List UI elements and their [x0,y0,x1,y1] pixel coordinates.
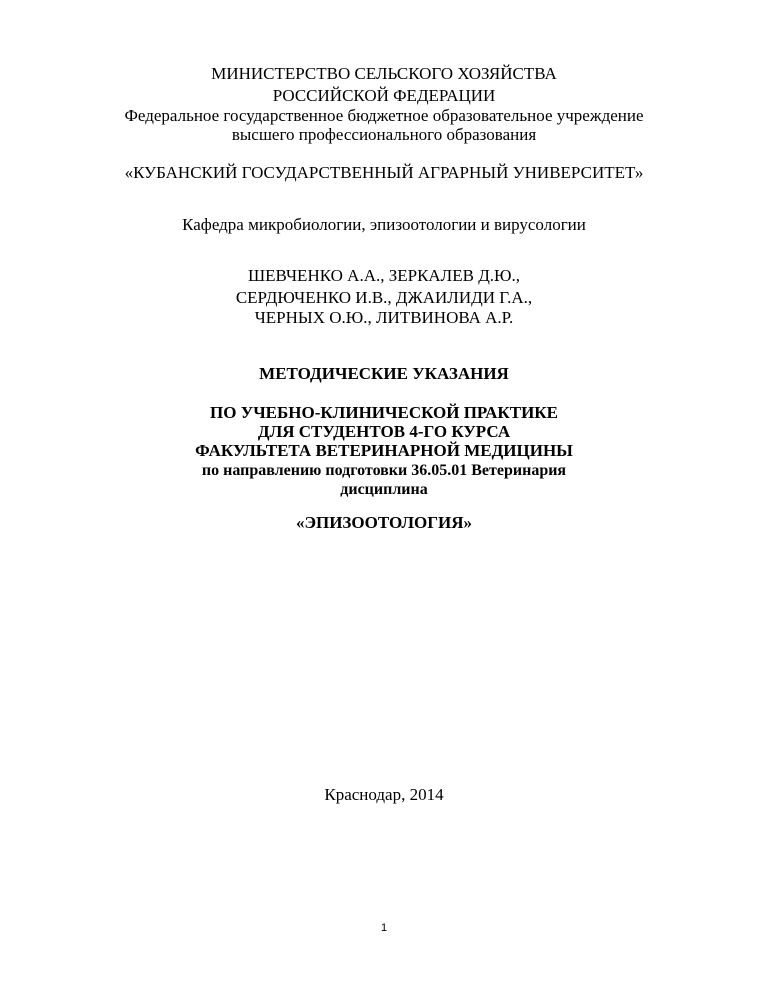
department-name: Кафедра микробиологии, эпизоотологии и вирусологии [182,215,586,234]
institution-line-2: высшего профессионального образования [231,125,537,144]
discipline-name: «ЭПИЗООТОЛОГИЯ» [295,513,473,532]
authors-line-1: ШЕВЧЕНКО А.А., ЗЕРКАЛЕВ Д.Ю., [247,266,521,285]
subtitle-line-2: ДЛЯ СТУДЕНТОВ 4-ГО КУРСА [257,422,511,441]
ministry-line-1: МИНИСТЕРСТВО СЕЛЬСКОГО ХОЗЯЙСТВА [211,64,557,83]
university-name: «КУБАНСКИЙ ГОСУДАРСТВЕННЫЙ АГРАРНЫЙ УНИВЕРСИТЕТ» [124,163,644,182]
city-year: Краснодар, 2014 [324,785,444,804]
ministry-line-2: РОССИЙСКОЙ ФЕДЕРАЦИИ [272,86,496,105]
subtitle-line-3: ФАКУЛЬТЕТА ВЕТЕРИНАРНОЙ МЕДИЦИНЫ [195,441,573,460]
subtitle-line-1: ПО УЧЕБНО-КЛИНИЧЕСКОЙ ПРАКТИКЕ [210,403,558,422]
direction-line: по направлению подготовки 36.05.01 Ветеринария [201,462,567,479]
document-title: МЕТОДИЧЕСКИЕ УКАЗАНИЯ [259,364,509,383]
institution-line-1: Федеральное государственное бюджетное образовательное учреждение [124,106,644,125]
authors-line-2: СЕРДЮЧЕНКО И.В., ДЖАИЛИДИ Г.А., [235,288,533,307]
authors-line-3: ЧЕРНЫХ О.Ю., ЛИТВИНОВА А.Р. [254,308,514,327]
page-number: 1 [380,922,388,934]
discipline-label: дисциплина [340,481,428,498]
